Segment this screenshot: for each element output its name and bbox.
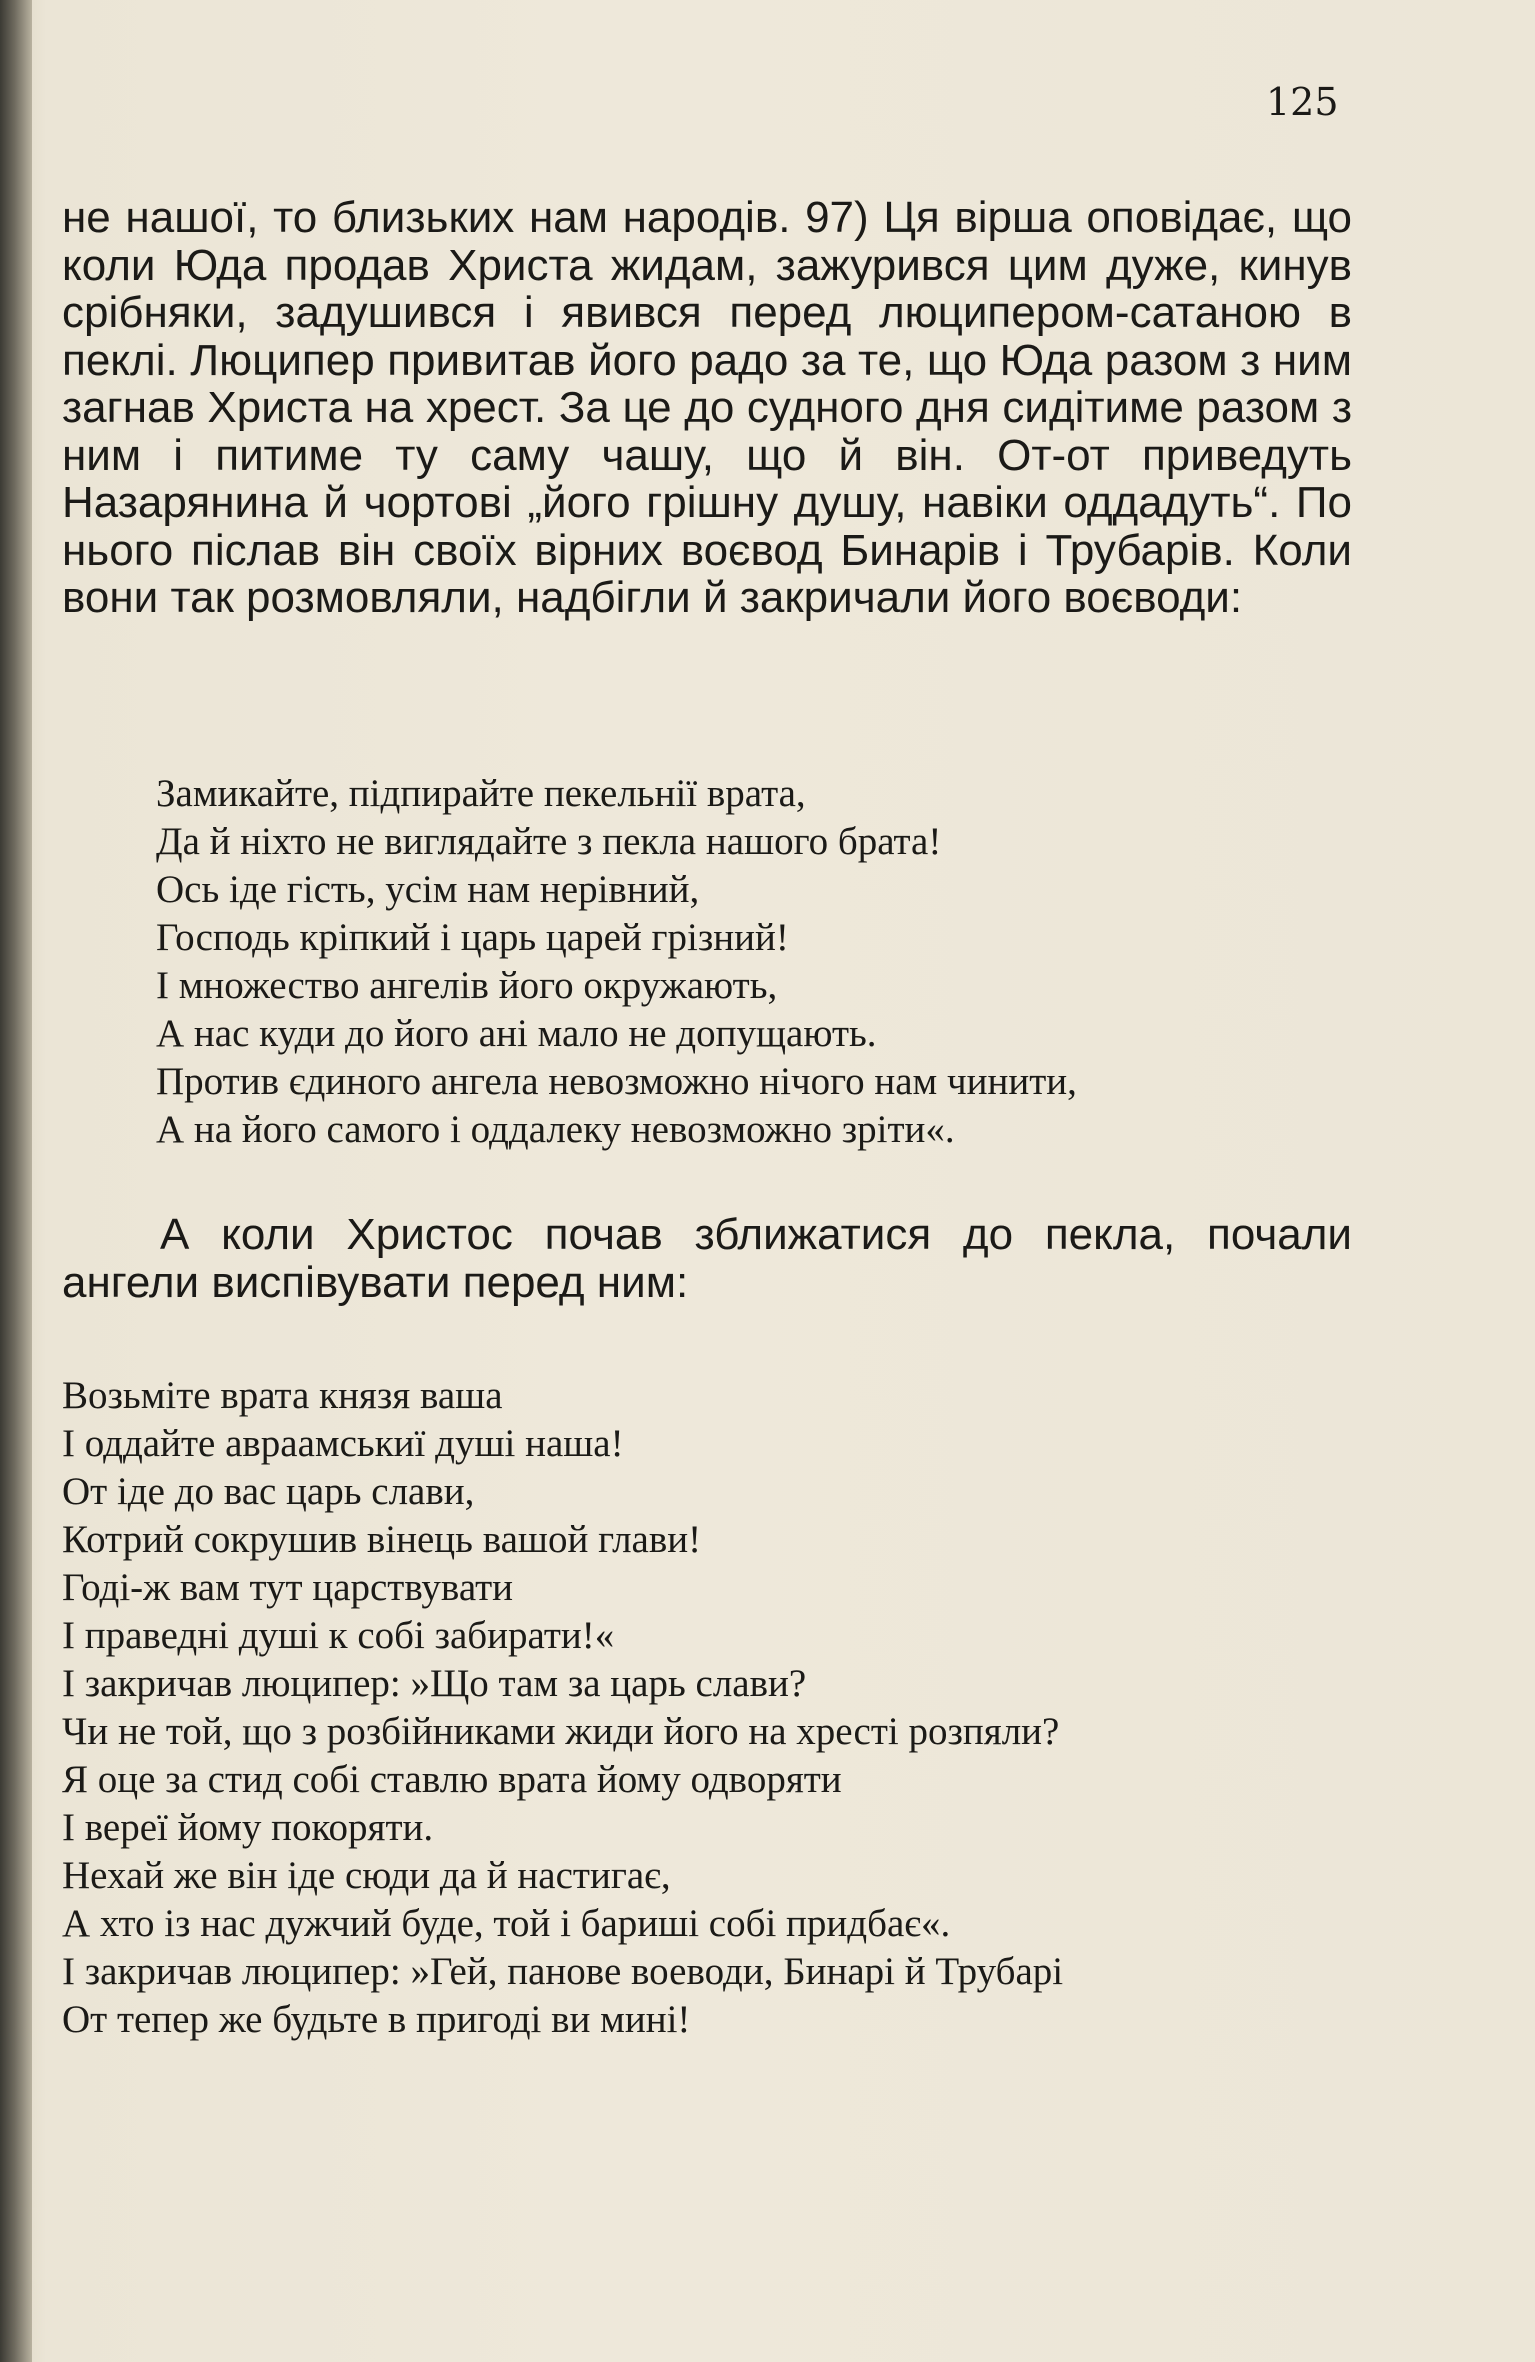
- verse-line: А на його самого і оддалеку невозможно зріти«.: [156, 1108, 955, 1151]
- verse-line: От іде до вас царь слави,: [62, 1470, 475, 1513]
- verse-line: А нас куди до його ані мало не допущають.: [156, 1012, 877, 1055]
- paragraph-text: не нашої, то близьких нам народів. 97) Ця вірша оповідає, що коли Юда продав Христа жидам, зажурився цим дуже, кинув срібняки, задушився і явився перед люципером-сатаною в пеклі. Люципер привитав його радо за те, що Юда разом з ним загнав Христа на хрест. За це до судного дня сидітиме разом з ним і питиме ту саму чашу, що й він. От-от приведуть Назарянина й чортові „його грішну душу, навіки оддадуть“. По нього післав він своїх вірних воєвод Бинарів і Трубарів. Коли вони так розмовляли, надбігли й закричали його воєводи:: [62, 193, 1352, 622]
- verse-block-demons: [156, 770, 1077, 1154]
- verse-line: І оддайте авраамськиї душі наша!: [62, 1422, 624, 1465]
- verse-line: І закричав люципер: »Що там за царь слави?: [62, 1662, 807, 1705]
- prose-paragraph-1: [62, 194, 1352, 622]
- paragraph-text: А коли Христос почав зближатися до пекла, почали ангели виспівувати перед ним:: [62, 1210, 1352, 1307]
- verse-line: Котрий сокрушив вінець вашой глави!: [62, 1518, 702, 1561]
- verse-line: І закричав люципер: »Гей, панове воеводи, Бинарі й Трубарі: [62, 1950, 1064, 1993]
- verse-line: Я оце за стид собі ставлю врата йому одворяти: [62, 1758, 842, 1801]
- page-number: 125: [1266, 80, 1339, 124]
- prose-paragraph-2: [62, 1211, 1352, 1306]
- verse-line: А хто із нас дужчий буде, той і бариші собі придбає«.: [62, 1902, 951, 1945]
- verse-line: Против єдиного ангела невозможно нічого нам чинити,: [156, 1060, 1077, 1103]
- book-spine-edge: [0, 0, 32, 2362]
- verse-line: Годі-ж вам тут царствувати: [62, 1566, 514, 1609]
- verse-line: Ось іде гість, усім нам нерівний,: [156, 868, 700, 911]
- verse-line: Нехай же він іде сюди да й настигає,: [62, 1854, 671, 1897]
- verse-line: Возьміте врата князя ваша: [62, 1374, 503, 1417]
- verse-line: Господь кріпкий і царь царей грізний!: [156, 916, 789, 959]
- verse-line: Чи не той, що з розбійниками жиди його на хресті розпяли?: [62, 1710, 1060, 1753]
- verse-line: І праведні душі к собі забирати!«: [62, 1614, 615, 1657]
- verse-line: І множество ангелів його окружають,: [156, 964, 778, 1007]
- verse-line: Замикайте, підпирайте пекельнії врата,: [156, 772, 806, 815]
- verse-line: От тепер же будьте в пригоді ви мині!: [62, 1998, 691, 2041]
- verse-line: Да й ніхто не виглядайте з пекла нашого брата!: [156, 820, 942, 863]
- verse-block-angels: [62, 1372, 1063, 2044]
- verse-line: І вереї йому покоряти.: [62, 1806, 434, 1849]
